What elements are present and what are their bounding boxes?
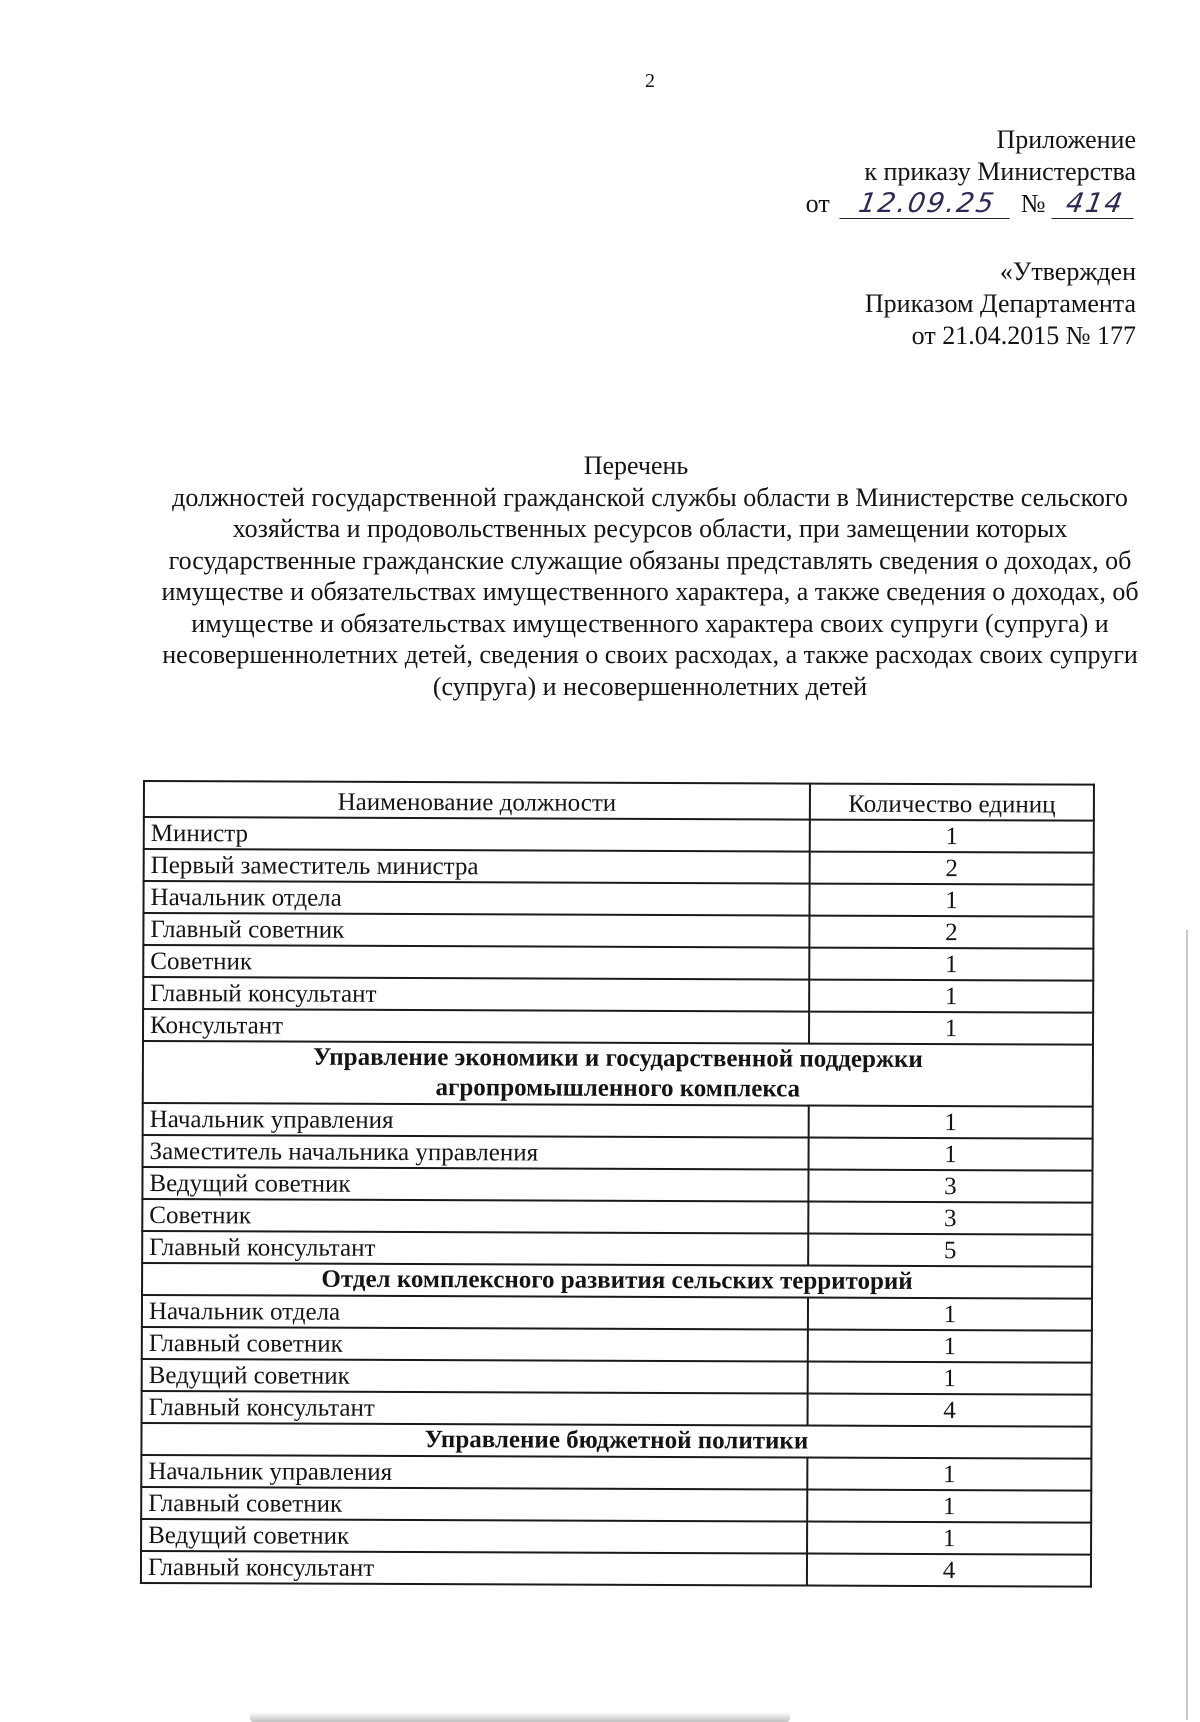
section-title: Управление экономики и государственной поддержки агропромышленного комплекса: [143, 1041, 1093, 1107]
table-row: [143, 1135, 1093, 1171]
table-row: [142, 1199, 1092, 1235]
position-cell: Начальник управления: [141, 1455, 807, 1490]
count-cell: 2: [809, 916, 1093, 949]
table-row: [142, 1391, 1092, 1427]
section-row: [142, 1263, 1092, 1299]
count-cell: 3: [808, 1170, 1092, 1203]
count-cell: 3: [808, 1202, 1092, 1235]
count-cell: 1: [808, 1298, 1092, 1331]
position-cell: Главный консультант: [142, 1231, 808, 1266]
position-cell: Главный советник: [141, 1487, 807, 1522]
position-cell: Начальник отдела: [142, 1295, 808, 1330]
table-row: [141, 1519, 1091, 1555]
scan-smudge-artifact: [250, 1712, 790, 1722]
table-header-row: [144, 781, 1094, 821]
positions-table: [140, 780, 1095, 1588]
table-row: [141, 1487, 1091, 1523]
count-cell: 5: [808, 1234, 1092, 1267]
position-cell: Заместитель начальника управления: [143, 1135, 809, 1170]
table-row: [143, 913, 1093, 949]
table-row: [142, 1295, 1092, 1331]
approval-order: Приказом Департамента: [864, 289, 1136, 318]
table-row: [142, 1327, 1092, 1363]
count-cell: 1: [810, 820, 1094, 853]
table-body: [141, 817, 1094, 1587]
table-row: [143, 945, 1093, 981]
header-count: Количество единиц: [810, 784, 1094, 821]
section-row: [141, 1423, 1091, 1459]
appendix-block: [806, 124, 1136, 220]
position-cell: Консультант: [143, 1009, 809, 1044]
handwritten-number: 414: [1051, 190, 1138, 219]
count-cell: 1: [809, 948, 1093, 981]
count-cell: 1: [807, 1458, 1091, 1491]
count-cell: 1: [809, 980, 1093, 1013]
position-cell: Главный советник: [143, 913, 809, 948]
count-cell: 1: [809, 1106, 1093, 1139]
count-cell: 1: [807, 1490, 1091, 1523]
position-cell: Первый заместитель министра: [144, 849, 810, 884]
table-row: [142, 1359, 1092, 1395]
count-cell: 1: [809, 1138, 1093, 1171]
section-title: Управление бюджетной политики: [141, 1423, 1091, 1459]
position-cell: Начальник отдела: [143, 881, 809, 916]
table-row: [143, 1009, 1093, 1045]
position-cell: Главный советник: [142, 1327, 808, 1362]
position-cell: Ведущий советник: [142, 1167, 808, 1202]
count-cell: 1: [809, 884, 1093, 917]
position-cell: Ведущий советник: [141, 1519, 807, 1554]
position-cell: Начальник управления: [143, 1103, 809, 1138]
table-row: [143, 1103, 1093, 1139]
approval-date: от 21.04.2015 № 177: [911, 321, 1136, 350]
section-title: Отдел комплексного развития сельских территорий: [142, 1263, 1092, 1299]
position-cell: Ведущий советник: [142, 1359, 808, 1394]
count-cell: 1: [809, 1012, 1093, 1045]
from-label: от: [805, 189, 830, 218]
title-heading: Перечень: [583, 451, 689, 480]
count-cell: 4: [808, 1394, 1092, 1427]
approval-block: [865, 256, 1136, 352]
scan-edge-artifact: [1186, 930, 1188, 1720]
count-cell: 1: [807, 1522, 1091, 1555]
appendix-reference: к приказу Министерства: [864, 157, 1136, 186]
position-cell: Министр: [144, 817, 810, 852]
table-row: [144, 849, 1094, 885]
document-title: [150, 450, 1150, 702]
count-cell: 2: [810, 852, 1094, 885]
position-cell: Советник: [143, 945, 809, 980]
header-position: Наименование должности: [144, 781, 810, 820]
count-cell: 1: [808, 1330, 1092, 1363]
table-row: [143, 977, 1093, 1013]
table-row: [143, 881, 1093, 917]
position-cell: Советник: [142, 1199, 808, 1234]
order-date-line: [806, 188, 1136, 220]
table-row: [142, 1167, 1092, 1203]
count-cell: 1: [808, 1362, 1092, 1395]
page-number: 2: [645, 70, 655, 92]
approval-title: «Утвержден: [999, 257, 1136, 286]
table-row: [141, 1551, 1091, 1587]
position-cell: Главный консультант: [142, 1391, 808, 1426]
position-cell: Главный консультант: [143, 977, 809, 1012]
table-row: [141, 1455, 1091, 1491]
title-body: должностей государственной гражданской службы области в Министерстве сельского хозяйства и продовольственных ресурсов области, при замещении которых государственные гражданские служащие обязаны представлять сведения о доходах, об имуществе и обязательствах имущественного характера, а также сведения о доходах, об имуществе и обязательствах имущественного характера своих супруги (супруга) и несовершеннолетних детей, сведения о своих расходах, а также расходах своих супруги (супруга) и несовершеннолетних детей: [161, 482, 1139, 701]
handwritten-date: 12.09.25: [840, 190, 1015, 219]
position-cell: Главный консультант: [141, 1551, 807, 1586]
count-cell: 4: [807, 1554, 1091, 1587]
table-row: [144, 817, 1094, 853]
table-row: [142, 1231, 1092, 1267]
appendix-title: Приложение: [996, 125, 1136, 154]
number-label: №: [1020, 189, 1046, 218]
section-row: [143, 1041, 1093, 1107]
